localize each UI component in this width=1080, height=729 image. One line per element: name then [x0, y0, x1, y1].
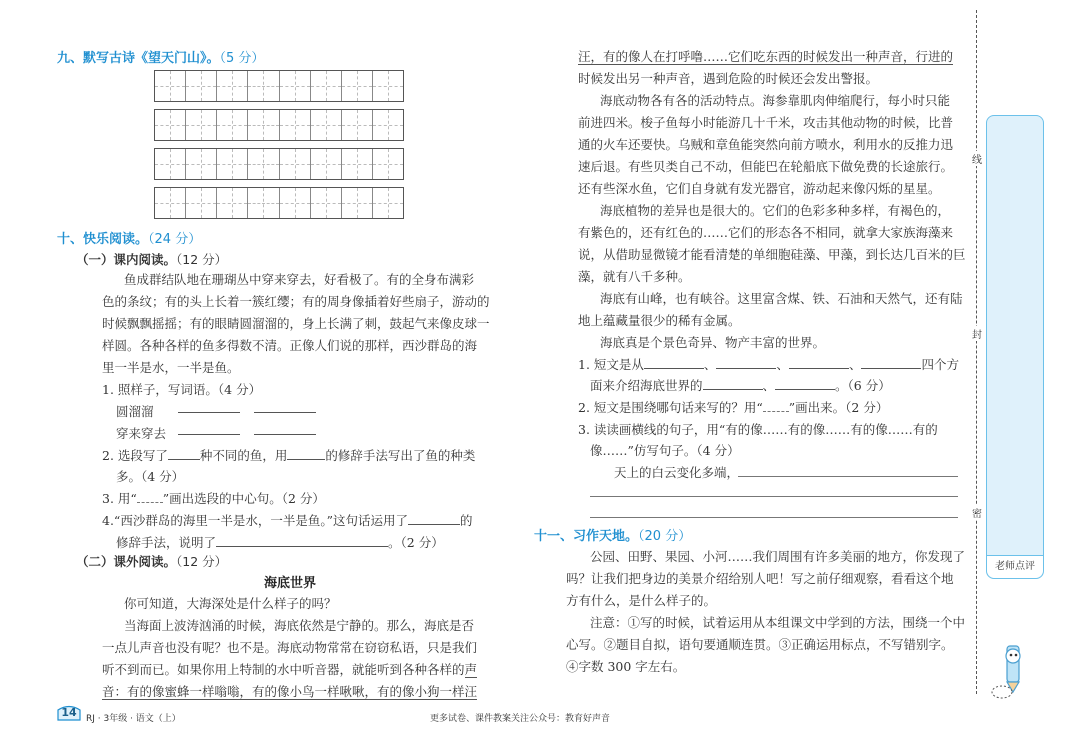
essay-line: 公园、田野、果园、小河……我们周围有许多美丽的地方，你发现了 [590, 549, 966, 564]
answer-line[interactable] [738, 476, 958, 477]
passage2-line: 一点儿声音也没有呢？也不是。海底动物常常在窃窃私语，只是我们 [102, 640, 478, 655]
answer-blank[interactable] [789, 356, 849, 369]
passage2-line: 通的火车还要快。乌贼和章鱼能突然向前方喷水，利用水的反推力迅 [578, 137, 954, 152]
answer-blank[interactable] [644, 356, 704, 369]
answer-blank[interactable] [408, 512, 460, 525]
right-question-3-prompt: 天上的白云变化多端， [614, 465, 740, 480]
essay-line: ④字数 300 字左右。 [566, 659, 686, 674]
question-4: 4.“西沙群岛的海里一半是水，一半是鱼。”这句话运用了 的 [102, 513, 473, 528]
question-1: 1. 照样子，写词语。（4 分） [102, 382, 262, 397]
passage2-line: 海底有山峰，也有峡谷。这里富含煤、铁、石油和天然气，还有陆 [600, 291, 963, 306]
question-4-cont: 修辞手法，说明了 。（2 分） [116, 535, 444, 550]
question-3: 3. 用“ ”画出选段的中心句。（2 分） [102, 491, 325, 506]
right-question-1-cont: 面来介绍海底世界的 、 。（6 分） [590, 378, 891, 393]
passage2-line: 说，从借助显微镜才能看清楚的单细胞硅藻、甲藻，到长达几百米的巨 [578, 247, 966, 262]
passage1-line: 色的条纹；有的头上长着一簇红缨；有的周身像插着好些扇子，游动的 [102, 294, 490, 309]
answer-blank[interactable] [861, 356, 921, 369]
passage2-line: 当海面上波涛汹涌的时候，海底依然是宁静的。那么，海底是否 [124, 618, 475, 633]
example-word: 穿来穿去 [116, 426, 167, 441]
essay-line: 方有什么，是什么样子的。 [566, 593, 717, 608]
answer-line[interactable] [590, 496, 958, 497]
right-question-3: 3. 读读画横线的句子，用“有的像……有的像……有的像……有的 [578, 422, 938, 437]
part-1-heading: （一）课内阅读。（12 分） [76, 252, 228, 267]
passage2-line: 海底植物的差异也是很大的。它们的色彩多种多样，有褐色的， [600, 203, 951, 218]
writing-grid-row[interactable] [154, 70, 404, 102]
writing-grid-row[interactable] [154, 148, 404, 180]
right-question-2: 2. 短文是围绕哪句话来写的？用“ ”画出来。（2 分） [578, 400, 889, 415]
page-number-badge: 14 [56, 704, 82, 722]
passage2-line: 听不到而已。如果你用上特制的水中听音器，就能听到各种各样的声 [102, 662, 478, 677]
passage1-line: 样圆。各种各样的鱼多得数不清。正像人们说的那样，西沙群岛的海 [102, 338, 478, 353]
margin-char: 封 [972, 326, 982, 341]
passage2-line: 海底动物各有各的活动特点。海参靠肌肉伸缩爬行，每小时只能 [600, 93, 951, 108]
answer-blank[interactable] [178, 400, 240, 413]
passage2-line: 有紫色的，还有红色的……它们的形态各不相同，就拿大家族海藻来 [578, 225, 954, 240]
passage2-line: 汪，有的像人在打呼噜……它们吃东西的时候发出一种声音，行进的 [578, 49, 954, 64]
part-2-heading: （二）课外阅读。（12 分） [76, 554, 228, 569]
wavy-line-icon [763, 401, 789, 412]
writing-grid-row[interactable] [154, 187, 404, 219]
answer-blank[interactable] [287, 447, 325, 460]
answer-blank[interactable] [254, 422, 316, 435]
answer-blank[interactable] [168, 447, 200, 460]
passage2-line: 藻，就有八千多种。 [578, 269, 691, 284]
section-9-heading: 九、默写古诗《望天门山》。（5 分） [57, 51, 265, 66]
teacher-comment-label: 老师点评 [987, 555, 1043, 578]
passage2-line: 音：有的像蜜蜂一样嗡嗡，有的像小鸟一样啾啾，有的像小狗一样汪 [102, 684, 478, 699]
passage2-line: 前进四米。梭子鱼每小时能游几十千米，攻击其他动物的时候，比普 [578, 115, 954, 130]
answer-blank[interactable] [254, 400, 316, 413]
margin-char: 密 [972, 505, 982, 520]
question-2: 2. 选段写了 种不同的鱼，用 的修辞手法写出了鱼的种类 [102, 448, 476, 463]
right-question-1: 1. 短文是从 、 、 、 四个方 [578, 357, 959, 372]
passage2-line: 海底真是个景色奇异、物产丰富的世界。 [600, 335, 826, 350]
passage2-line: 地上蕴藏量很少的稀有金属。 [578, 313, 741, 328]
passage1-line: 时候飘飘摇摇；有的眼睛圆溜溜的，身上长满了刺，鼓起气来像皮球一 [102, 316, 490, 331]
section-11-heading: 十一、习作天地。（20 分） [534, 529, 692, 544]
footer-promo: 更多试卷、课件教案关注公众号：教育好声音 [430, 714, 611, 724]
passage1-line: 鱼成群结队地在珊瑚丛中穿来穿去，好看极了。有的全身布满彩 [124, 272, 475, 287]
question-2-cont: 多。（4 分） [116, 469, 185, 484]
passage1-line: 里一半是水，一半是鱼。 [102, 360, 240, 375]
binding-line [976, 10, 977, 694]
answer-line[interactable] [590, 517, 958, 518]
passage2-line: 时候发出另一种声音，遇到危险的时候还会发出警报。 [578, 71, 879, 86]
essay-line: 心写。②题目自拟，语句要通顺连贯。③正确运用标点，不写错别字。 [566, 637, 954, 652]
passage2-line: 速后退。有些贝类自己不动，但能巴在轮船底下做免费的长途旅行。 [578, 159, 954, 174]
margin-char: 线 [972, 151, 982, 166]
writing-grid-row[interactable] [154, 109, 404, 141]
story-title: 海底世界 [264, 576, 317, 591]
essay-line: 注意：①写的时候，试着运用从本组课文中学到的方法，围绕一个中 [590, 615, 966, 630]
answer-blank[interactable] [703, 377, 763, 390]
essay-line: 吗？让我们把身边的美景介绍给别人吧！写之前仔细观察，看看这个地 [566, 571, 954, 586]
passage2-line: 还有些深水鱼，它们自身就有发光器官，游动起来像闪烁的星星。 [578, 181, 941, 196]
right-question-3-cont: 像……”仿写句子。（4 分） [590, 443, 740, 458]
wavy-line-icon [137, 492, 163, 503]
answer-blank[interactable] [216, 534, 388, 547]
section-10-heading: 十、快乐阅读。（24 分） [57, 232, 202, 247]
teacher-comment-panel[interactable] [986, 115, 1044, 579]
answer-blank[interactable] [178, 422, 240, 435]
footer-grade: RJ · 3年级 · 语文（上） [86, 714, 181, 724]
answer-blank[interactable] [775, 377, 835, 390]
pencil-mascot-icon [990, 640, 1036, 702]
example-word: 圆溜溜 [116, 404, 154, 419]
answer-blank[interactable] [716, 356, 776, 369]
passage2-line: 你可知道，大海深处是什么样子的吗？ [124, 596, 337, 611]
